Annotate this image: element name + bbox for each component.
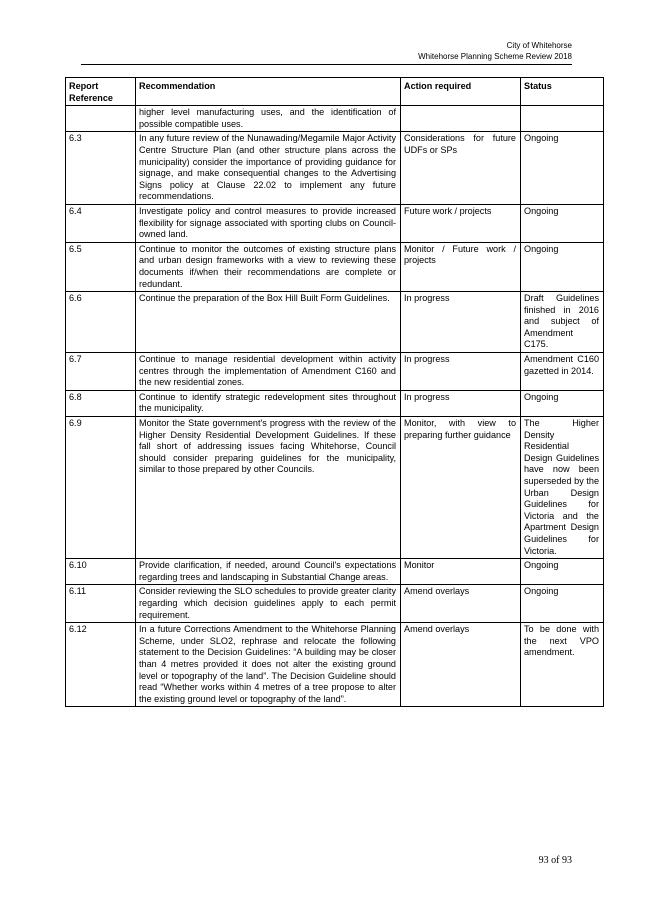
cell-ref: 6.12 (66, 623, 136, 707)
table-row (66, 559, 604, 585)
header-action-required: Action required (401, 78, 521, 106)
table-row (66, 417, 604, 559)
cell-ref: 6.11 (66, 585, 136, 623)
cell-status: Ongoing (521, 585, 604, 623)
cell-ref: 6.9 (66, 417, 136, 559)
cell-ref: 6.4 (66, 204, 136, 242)
table-row (66, 204, 604, 242)
cell-ref: 6.8 (66, 390, 136, 416)
cell-action: Future work / projects (401, 204, 521, 242)
cell-ref: 6.5 (66, 242, 136, 291)
cell-recommendation: higher level manufacturing uses, and the identification of possible compatible uses. (136, 106, 401, 132)
cell-action: In progress (401, 292, 521, 353)
header-recommendation: Recommendation (136, 78, 401, 106)
cell-action: In progress (401, 390, 521, 416)
cell-status: Draft Guidelines finished in 2016 and subject of Amendment C175. (521, 292, 604, 353)
page-number: 93 of 93 (538, 855, 572, 866)
cell-action: Monitor (401, 559, 521, 585)
header-document-title: Whitehorse Planning Scheme Review 2018 (418, 52, 572, 61)
table-header-row (66, 78, 604, 106)
cell-status (521, 106, 604, 132)
cell-action: Monitor, with view to preparing further guidance (401, 417, 521, 559)
table-row (66, 623, 604, 707)
cell-status: To be done with the next VPO amendment. (521, 623, 604, 707)
cell-action: Considerations for future UDFs or SPs (401, 132, 521, 205)
table-row (66, 292, 604, 353)
cell-recommendation: Investigate policy and control measures to provide increased flexibility for signage associated with sporting clubs on Council-owned land. (136, 204, 401, 242)
cell-recommendation: Consider reviewing the SLO schedules to provide greater clarity regarding which decision guidelines apply to each permit requirement. (136, 585, 401, 623)
recommendations-table (65, 77, 604, 707)
cell-action: Amend overlays (401, 585, 521, 623)
cell-recommendation: Continue the preparation of the Box Hill Built Form Guidelines. (136, 292, 401, 353)
page-header (418, 40, 572, 62)
cell-ref (66, 106, 136, 132)
cell-recommendation: In any future review of the Nunawading/Megamile Major Activity Centre Structure Plan (and other structure plans across the municipality) consider the importance of providing guidance for signage, and make consequential changes to the Advertising Signs policy at Clause 22.02 to implement any future recommendations. (136, 132, 401, 205)
cell-action: Monitor / Future work / projects (401, 242, 521, 291)
header-report-reference: Report Reference (66, 78, 136, 106)
header-organization: City of Whitehorse (506, 41, 572, 50)
cell-status: Ongoing (521, 390, 604, 416)
table-row (66, 242, 604, 291)
table-row (66, 132, 604, 205)
cell-recommendation: Provide clarification, if needed, around Council's expectations regarding trees and landscaping in Substantial Change areas. (136, 559, 401, 585)
cell-status: Ongoing (521, 204, 604, 242)
cell-ref: 6.7 (66, 353, 136, 391)
header-rule (81, 64, 572, 65)
cell-recommendation: Continue to monitor the outcomes of existing structure plans and urban design frameworks with a view to reviewing these documents if/when their recommendations are complete or redundant. (136, 242, 401, 291)
cell-action: In progress (401, 353, 521, 391)
cell-ref: 6.3 (66, 132, 136, 205)
cell-recommendation: In a future Corrections Amendment to the Whitehorse Planning Scheme, under SLO2, rephrase and relocate the following statement to the Decision Guidelines: “A building may be closer than 4 metres provided it does not alter the existing ground level or topography of the land”. The Decision Guideline should read “Whether works within 4 metres of a tree propose to alter the existing ground level or topography of the land”. (136, 623, 401, 707)
cell-ref: 6.10 (66, 559, 136, 585)
table-row (66, 585, 604, 623)
cell-status: Ongoing (521, 559, 604, 585)
cell-status: The Higher Density Residential Design Guidelines have now been superseded by the Urban Design Guidelines for Victoria and the Apartment Design Guidelines for Victoria. (521, 417, 604, 559)
cell-recommendation: Continue to manage residential development within activity centres through the implementation of Amendment C160 and the new residential zones. (136, 353, 401, 391)
header-status: Status (521, 78, 604, 106)
cell-ref: 6.6 (66, 292, 136, 353)
table-row (66, 390, 604, 416)
cell-recommendation: Continue to identify strategic redevelopment sites throughout the municipality. (136, 390, 401, 416)
cell-status: Ongoing (521, 242, 604, 291)
cell-status: Ongoing (521, 132, 604, 205)
cell-recommendation: Monitor the State government's progress with the review of the Higher Density Residential Development Guidelines. If these fall short of addressing issues facing Whitehorse, Council should consider preparing guidelines for the municipality, similar to those prepared by other Councils. (136, 417, 401, 559)
cell-action: Amend overlays (401, 623, 521, 707)
table-row (66, 106, 604, 132)
cell-action (401, 106, 521, 132)
cell-status: Amendment C160 gazetted in 2014. (521, 353, 604, 391)
table-row (66, 353, 604, 391)
